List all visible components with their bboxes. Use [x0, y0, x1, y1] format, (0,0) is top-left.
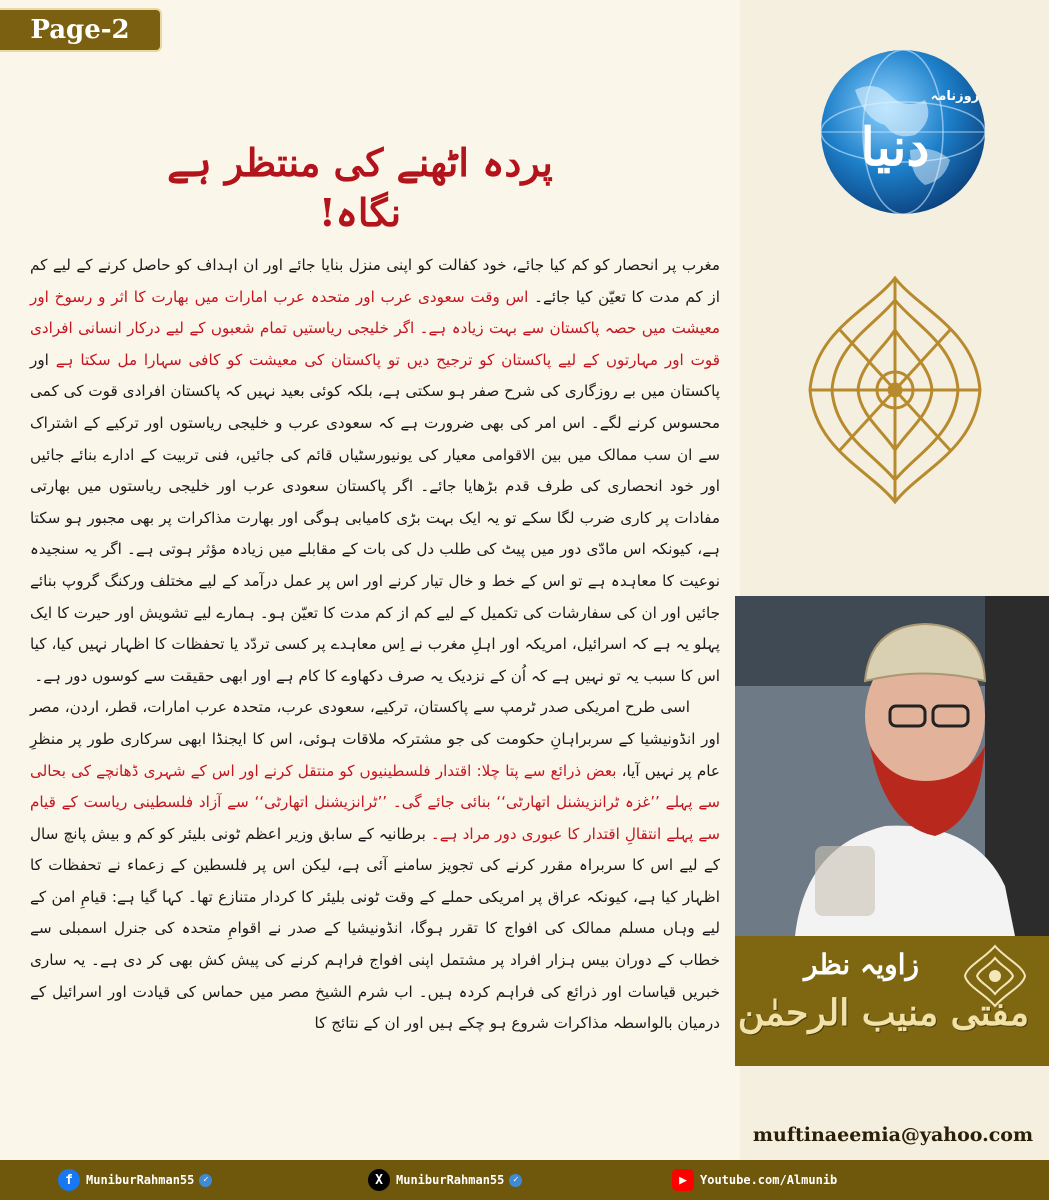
verified-icon: ✓	[199, 1174, 212, 1187]
column-kicker: زاویہ نظر	[804, 948, 919, 981]
dunya-logo	[815, 40, 990, 220]
youtube-url: Youtube.com/Almunib	[700, 1173, 838, 1187]
author-portrait	[735, 596, 1049, 936]
highlighted-text: اس وقت سعودی عرب اور متحدہ عرب امارات میں بھارت کا اثر و رسوخ اور معیشت میں حصہ پاکستان سے بہت زیادہ ہے۔ اگر خلیجی ریاستیں تمام شعبوں کے لیے درکار انسانی افرادی قوت اور مہارتوں کے لیے پاکستان کو ترجیح دیں تو پاکستان کی معیشت کو کافی سہارا مل سکتا ہے	[30, 287, 720, 369]
facebook-link[interactable]	[58, 1160, 212, 1200]
facebook-handle: MuniburRahman55	[86, 1173, 195, 1187]
x-icon: X	[368, 1169, 390, 1191]
body-text: مغرب پر انحصار کو کم کیا جائے، خود کفالت کو اپنی منزل بنایا جائے اور ان اہداف کو حاصل کرنے کے لیے کم از کم مدت کا تعیّن کیا جائے۔	[30, 256, 720, 306]
x-link[interactable]	[368, 1160, 522, 1200]
facebook-icon: f	[58, 1169, 80, 1191]
body-text: برطانیہ کے سابق وزیر اعظم ٹونی بلیئر کو کم و بیش پانچ سال کے لیے اس کا سربراہ مقرر کرنے کی تجویز سامنے آئی ہے، لیکن اس پر فلسطین کے زعماء نے تحفظات کا اظہار کیا ہے، کیونکہ عراق پر امریکی حملے کے وقت ٹونی بلیئر کا کردار متنازع تھا۔ کہا گیا ہے: قیامِ امن کے لیے وہاں مسلم ممالک کی افواج کا تقرر ہوگا، انڈونیشیا کے صدر نے اقوامِ متحدہ کی جنرل اسمبلی سے خطاب کے دوران بیس ہزار افراد پر مشتمل اپنی افواج فراہم کرنے کی پیش کش بھی کر دی ہے۔ یہ ساری خبریں قیاسات اور ذرائع کی فراہم کردہ ہیں۔ اب شرم الشیخ مصر میں حماس کی قیادت اور اسرائیل کے درمیان بالواسطہ مذاکرات شروع ہو چکے ہیں اور ان کے نتائج کا	[30, 824, 720, 1033]
footer-bar	[0, 1160, 1049, 1200]
article-body	[30, 250, 720, 1040]
author-name: مفتی منیب الرحمٰن	[737, 992, 1029, 1034]
logo-text: دنیا	[860, 117, 930, 178]
page-label: Page-2	[0, 8, 162, 52]
highlighted-text: بعض ذرائع سے پتا چلا: اقتدار فلسطینیوں کو منتقل کرنے اور اس کے شہری ڈھانچے کی بحالی سے پہلے ’’غزہ ٹرانزیشنل اتھارٹی‘‘ بنائی جائے گی۔ ’’ٹرانزیشنل اتھارٹی‘‘ سے آزاد فلسطینی ریاست کے قیام سے پہلے انتقالِ اقتدار کا عبوری دور مراد ہے۔	[30, 761, 720, 843]
article-paragraph	[30, 250, 720, 692]
byline-panel	[735, 936, 1049, 1066]
author-email[interactable]: muftinaeemia@yahoo.com	[752, 1124, 1034, 1146]
x-handle: MuniburRahman55	[396, 1173, 505, 1187]
article-paragraph	[30, 692, 720, 1040]
headline: پردہ اٹھنے کی منتظر ہے نگاہ!	[167, 140, 553, 235]
ornament-icon	[800, 270, 990, 510]
verified-icon: ✓	[509, 1174, 522, 1187]
youtube-link[interactable]	[672, 1160, 837, 1200]
youtube-icon: ▶	[672, 1169, 694, 1191]
logo-subtext: روزنامہ	[930, 89, 980, 104]
body-text: اور پاکستان میں بے روزگاری کی شرح صفر ہو سکتی ہے، بلکہ کوئی بعید نہیں کہ پاکستان افرادی قوت کی کمی محسوس کرنے لگے۔ اس امر کی بھی ضرورت ہے کہ سعودی عرب و خلیجی ریاستوں اور ترکیے کے اشتراک سے ان سب ممالک میں بین الاقوامی معیار کی یونیورسٹیاں قائم کی جائیں، فنی تربیت کے ادارے بنائے جائیں اور خود انحصاری کی طرف قدم بڑھایا جائے۔ اگر پاکستان سعودی عرب اور خلیجی ریاستوں میں بھارتی مفادات پر کاری ضرب لگا سکے تو یہ ایک بہت بڑی کامیابی ہوگی اور بھارت مذاکرات پر بھی مجبور ہو سکتا ہے، کیونکہ اس مادّی دور میں پیٹ کی طلب دل کی بات کے مقابلے میں زیادہ مؤثر ہوتی ہے۔ اگر یہ سنجیدہ نوعیت کا معاہدہ ہے تو اس کے خط و خال تیار کرنے اور اس پر عمل درآمد کے لیے مختلف ورکنگ گروپ بنائے جائیں اور ان کی سفارشات کی تکمیل کے لیے کم از کم مدت کا تعیّن ہو۔ ہمارے لیے تشویش اور حیرت کا ایک پہلو یہ ہے کہ اسرائیل، امریکہ اور اہلِ مغرب نے اِس معاہدے پر کسی تردّد یا تحفظات کا اظہار نہیں کیا، کیا اس کا سبب یہ تو نہیں ہے کہ اُن کے نزدیک یہ صرف دکھاوے کا کام ہے اور ابھی حقیقت سے کوسوں دور ہے۔	[30, 350, 720, 685]
body-text: اسی طرح امریکی صدر ٹرمپ سے پاکستان، ترکیے، سعودی عرب، متحدہ عرب امارات، قطر، اردن، مصر اور انڈونیشیا کے سربراہانِ حکومت کی جو مشترکہ ملاقات ہوئی، اس کا ایجنڈا ابھی سرکاری طور پر منظرِ عام پر نہیں آیا،	[30, 698, 720, 780]
